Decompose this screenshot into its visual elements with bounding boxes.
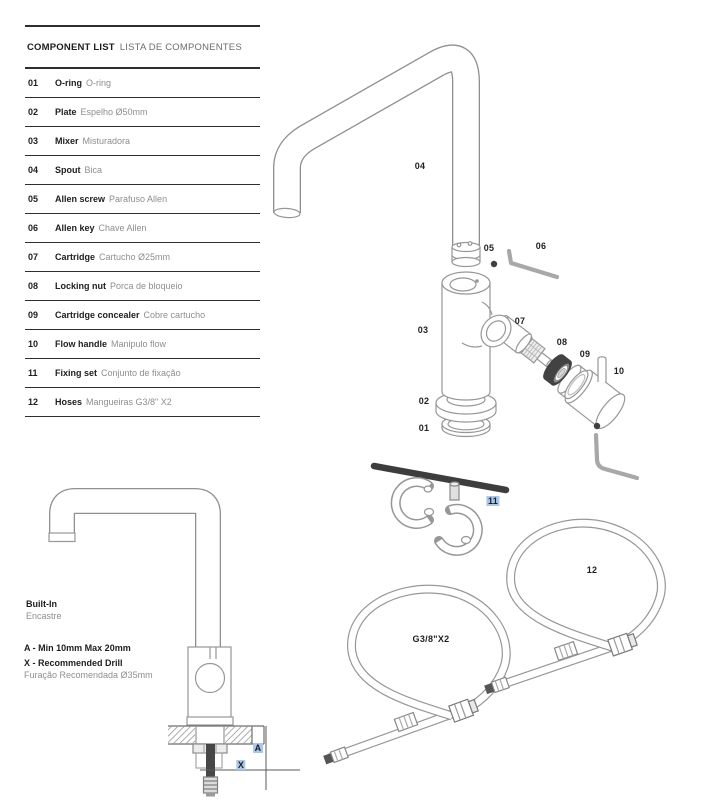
component-list-title-pt: LISTA DE COMPONENTES xyxy=(119,41,242,53)
component-name-en: Cartridge xyxy=(55,252,96,262)
part-label-10: 10 xyxy=(613,366,625,376)
component-name-pt: Chave Allen xyxy=(98,223,147,233)
part-label-01: 01 xyxy=(418,423,430,433)
hose-size-label: G3/8"X2 xyxy=(412,634,450,644)
component-name-pt: Espelho Ø50mm xyxy=(80,107,148,117)
allen-screw-part xyxy=(491,261,497,267)
allen-key-2-part xyxy=(596,435,637,478)
component-number: 02 xyxy=(28,107,39,117)
part-label-06: 06 xyxy=(535,241,547,251)
component-name-pt: Parafuso Allen xyxy=(109,194,168,204)
component-name-pt: Porca de bloqueio xyxy=(110,281,183,291)
built-in-title: Built-In xyxy=(26,599,57,609)
fixing-set-part xyxy=(374,466,506,551)
spout-part xyxy=(274,58,480,266)
component-name-en: Allen key xyxy=(55,223,95,233)
component-number: 04 xyxy=(28,165,39,175)
component-name-en: Mixer xyxy=(55,136,79,146)
component-name-pt: Cartucho Ø25mm xyxy=(99,252,171,262)
component-name-en: Hoses xyxy=(55,397,83,407)
exploded-view xyxy=(274,58,662,765)
component-name-en: Cartridge concealer xyxy=(55,310,140,320)
component-number: 09 xyxy=(28,310,39,320)
part-label-03: 03 xyxy=(417,325,429,335)
countertop xyxy=(168,726,264,744)
part-label-12: 12 xyxy=(586,565,598,575)
hose-right xyxy=(484,523,662,695)
component-name-pt: Manipulo flow xyxy=(111,339,167,349)
component-name-en: Flow handle xyxy=(55,339,108,349)
part-label-08: 08 xyxy=(556,337,568,347)
component-name-en: O-ring xyxy=(55,78,82,88)
component-number: 06 xyxy=(28,223,39,233)
component-name-pt: Mangueiras G3/8" X2 xyxy=(86,397,172,407)
component-name-pt: Bica xyxy=(84,165,103,175)
component-name-pt: O-ring xyxy=(86,78,112,88)
component-number: 07 xyxy=(28,252,39,262)
dimension-a-note: A - Min 10mm Max 20mm xyxy=(24,643,131,653)
component-name-pt: Misturadora xyxy=(82,136,131,146)
flow-handle-pin xyxy=(598,357,606,382)
component-number: 10 xyxy=(28,339,39,349)
component-name-en: Spout xyxy=(55,165,81,175)
component-name-en: Fixing set xyxy=(55,368,98,378)
component-number: 03 xyxy=(28,136,39,146)
allen-screw-2-part xyxy=(594,423,600,429)
component-name-en: Locking nut xyxy=(55,281,106,291)
built-in-subtitle: Encastre xyxy=(26,611,62,621)
component-name-en: Allen screw xyxy=(55,194,106,204)
allen-key-part xyxy=(509,251,557,277)
component-name-en: Plate xyxy=(55,107,77,117)
dimension-x-note: X - Recommended Drill xyxy=(24,658,123,668)
component-number: 05 xyxy=(28,194,39,204)
dimension-x-subnote: Furação Recomendada Ø35mm xyxy=(24,670,153,680)
part-label-02: 02 xyxy=(418,396,430,406)
hose-left xyxy=(323,589,506,765)
handle-circle xyxy=(196,664,225,693)
dimension-x-label: X xyxy=(237,760,245,770)
part-label-07: 07 xyxy=(514,316,526,326)
component-number: 12 xyxy=(28,397,39,407)
component-number: 11 xyxy=(28,368,38,378)
component-number: 08 xyxy=(28,281,39,291)
base-flange xyxy=(187,717,233,725)
part-label-11: 11 xyxy=(487,496,499,506)
component-name-pt: Conjunto de fixação xyxy=(101,368,181,378)
component-number: 01 xyxy=(28,78,39,88)
component-name-pt: Cobre cartucho xyxy=(143,310,206,320)
part-label-09: 09 xyxy=(579,349,591,359)
part-label-05: 05 xyxy=(483,243,495,253)
part-label-04: 04 xyxy=(414,161,426,171)
dimension-a-label: A xyxy=(254,743,262,753)
component-list-title: COMPONENT LIST xyxy=(27,41,115,53)
